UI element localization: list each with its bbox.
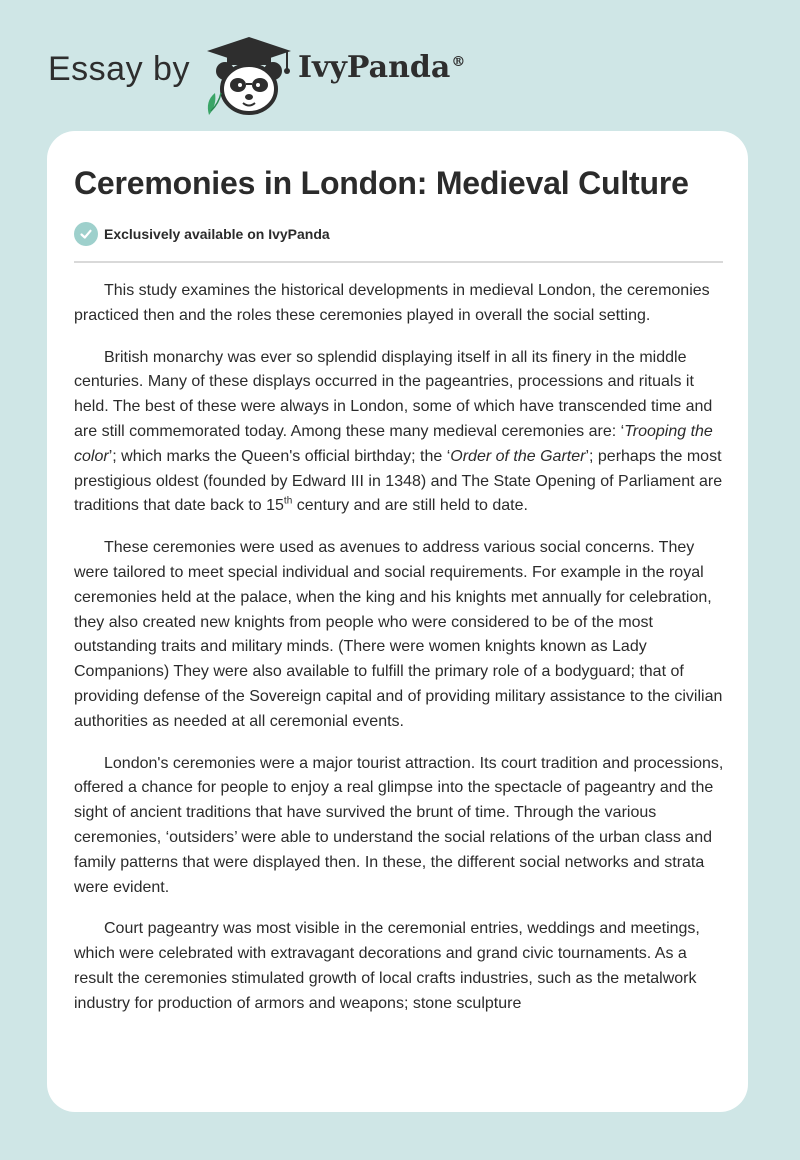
exclusive-badge (74, 222, 330, 246)
divider (74, 261, 723, 263)
brand-name[interactable]: IvyPanda® (298, 50, 466, 85)
panda-graduate-icon[interactable] (203, 35, 295, 117)
site-header (48, 30, 568, 110)
essay-by-label: Essay by (48, 50, 190, 88)
page-title: Ceremonies in London: Medieval Culture (74, 165, 689, 201)
exclusive-badge-text: Exclusively available on IvyPanda (104, 226, 330, 242)
paragraph: These ceremonies were used as avenues to address various social concerns. They were tailored to meet special individual and social requirements. For example in the royal ceremonies held at the palace, when the king and his knights met annually for celebration, they also created new knights from people who were considered to be of the most outstanding traits and military minds. (There were women knights known as Lady Companions) They were also available to fulfill the primary role of a bodyguard; that of providing defense of the Sovereign capital and of providing military assistance to the civilian authorities as needed at all ceremonial events. (74, 539, 723, 730)
paragraph: This study examines the historical developments in medieval London, the ceremonies practiced then and the roles these ceremonies played in overall the social setting. (74, 282, 710, 324)
essay-card (47, 131, 748, 1112)
essay-body (74, 279, 726, 1034)
paragraph: Court pageantry was most visible in the ceremonial entries, weddings and meetings, which were celebrated with extravagant decorations and grand civic tournaments. As a result the ceremonies stimulated growth of local crafts industries, such as the metalwork industry for production of armors and weapons; stone sculpture (74, 920, 700, 1012)
paragraph: London's ceremonies were a major tourist attraction. Its court tradition and processions, offered a chance for people to enjoy a real glimpse into the spectacle of pageantry and the sight of ancient traditions that have survived the brunt of time. Through the various ceremonies, ‘outsiders’ were able to understand the social relations of the urban class and family patterns that were displayed then. In these, the different social networks and strata were evident. (74, 754, 724, 896)
check-circle-icon (74, 222, 98, 246)
paragraph: British monarchy was ever so splendid displaying itself in all its finery in the middle centuries. Many of these displays occurred in the pageantries, processions and rituals it held. The best of these were always in London, some of which have transcended time and are still commemorated today. Among these many medieval ceremonies are: ‘Trooping the color’; which marks the Queen's official birthday; the ‘Order of the Garter’; perhaps the most prestigious oldest (founded by Edward III in 1348) and The State Opening of Parliament are traditions that date back to 15th century and are still held to date. (74, 348, 723, 515)
